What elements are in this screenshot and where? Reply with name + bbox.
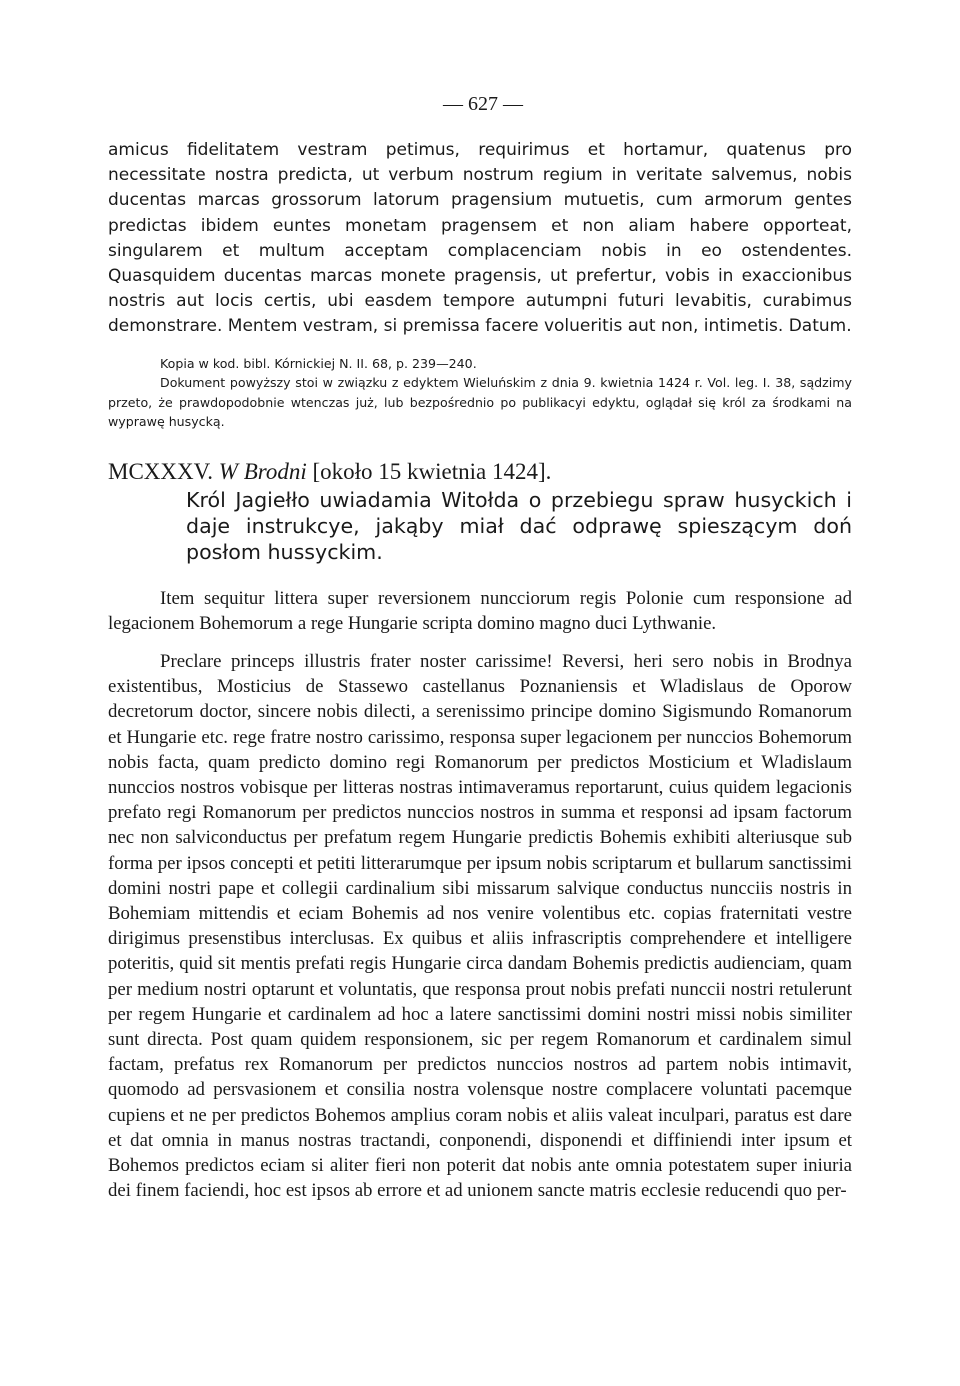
document-number: MCXXXV. — [108, 458, 214, 484]
continuation-text — [108, 138, 852, 340]
document-place: W Brodni — [218, 458, 307, 484]
page-number: — 627 — — [443, 93, 523, 115]
commentary-note: Dokument powyższy stoi w związku z edyktem Wieluńskim z dnia 9. kwietnia 1424 r. Vol. leg. I. 38, sądzimy przeto, że prawdopodobnie wtenczas już, lub bezpośrednio po publikacyi edyktu, oglądał się król za środkami na wyprawę husycką. — [108, 375, 852, 430]
document-summary: Król Jagiełło uwiadamia Witołda o przebiegu spraw husyckich i daje instrukcye, jakąby miał dać odprawę spieszącym doń posłom hussyckim. — [186, 487, 852, 564]
body-paragraph-letter: Preclare princeps illustris frater noster carissime! Reversi, heri sero nobis in Brodnya existentibus, Mosticius de Stassewo castellanus Poznaniensis et Wladislaus de Oporow decretorum doctor, sincere nobis dilecti, a serenissimo principe domino Sigismundo Romanorum et Hungarie etc. rege fratre nostro carissimo, responsa super legacionem per nunccios Bohemorum nobis facta, quam predicto domino regi Romanorum per predictos Mosticium et Wladislaum nunccios nostros vobisque per litteras nostras intimaveramus reportarunt, cuius quidem legacionis prefato regi Romanorum per predictos nunccios nostros in summa et responsi ad ipsam factorum nec non salviconductus per prefatum regem Hungarie predictis Bohemis exhibiti alteriusque sub forma per ipsos concepti et petiti litterarumque per ipsum nobis scriptarum et bullarum sanctissimi domini nostri pape et collegii cardinalium sibi missarum salvique conductus nuncciis nostris in Bohemiam mittendis et eciam Bohemis ad nos venire volentibus etc. copias fraternitati vestre dirigimus presenstibus interclusas. Ex quibus et aliis infrascriptis comprehendere et intelligere poteritis, quid sit mentis prefati regis Hungarie circa dandam Bohemis predictis audienciam, quam per medium nostri optarunt et voluntatis, que responsa prout nobis prefati nunccii nostri retulerunt per regem Hungarie et cardinalem ad hoc a latere sanctissimi domini nostri missi nobis similiter sunt directa. Post quam quidem responsionem, sic per regem Romanorum et cardinalem simul factam, prefatus rex Romanorum per predictos nunccios nostros ad partem nobis intimavit, quomodo ad persvasionem et consilia nostra volensque nostre complacere voluntati pacemque cupiens et ne per predictos Bohemos amplius coram nobis et aliis valeat inculpari, paratus est dare et dat omnia in manus nostras tractandi, conponendi, disponendi et diffiniendi inter ipsum et Bohemos predictos eciam si aliter fieri non poterit dat nobis ante omnia potestatem super iniuria dei finem faciendi, hoc est ipsos ab errore et ad unionem sancte matris ecclesie reducendi quo per- — [108, 651, 852, 1202]
page-content — [108, 84, 852, 1204]
continuation-paragraph: amicus fidelitatem vestram petimus, requirimus et hortamur, quatenus pro necessitate nostra predicta, ut verbum nostrum regium in veritate salvemus, nobis ducentas marcas grossorum latorum pragensium mutuetis, cum armorum gentes predictas ibidem euntes monetam pragensem et non aliam habere opporteat, singularem et multum acceptam complacenciam nobis in eo ostendentes. Quasquidem ducentas marcas monete pragensis, ut prefertur, vobis in exaccionibus nostris aut locis certis, ubi easdem tempore autumpni futuri levabitis, curabimus demonstrare. Mentem vestram, si premissa facere volueritis aut non, intimetis. Datum. — [108, 140, 852, 337]
document-date: [około 15 kwietnia 1424]. — [312, 458, 552, 484]
source-note: Kopia w kod. bibl. Kórnickiej N. II. 68, p. 239—240. — [160, 355, 477, 371]
body-paragraph-intro: Item sequitur littera super reversionem nuncciorum regis Polonie cum responsione ad legacionem Bohemorum a rege Hungarie scripta domino magno duci Lythwanie. — [108, 587, 852, 634]
document-heading — [108, 459, 852, 485]
document-body — [108, 586, 852, 1204]
editorial-notes — [108, 354, 852, 432]
